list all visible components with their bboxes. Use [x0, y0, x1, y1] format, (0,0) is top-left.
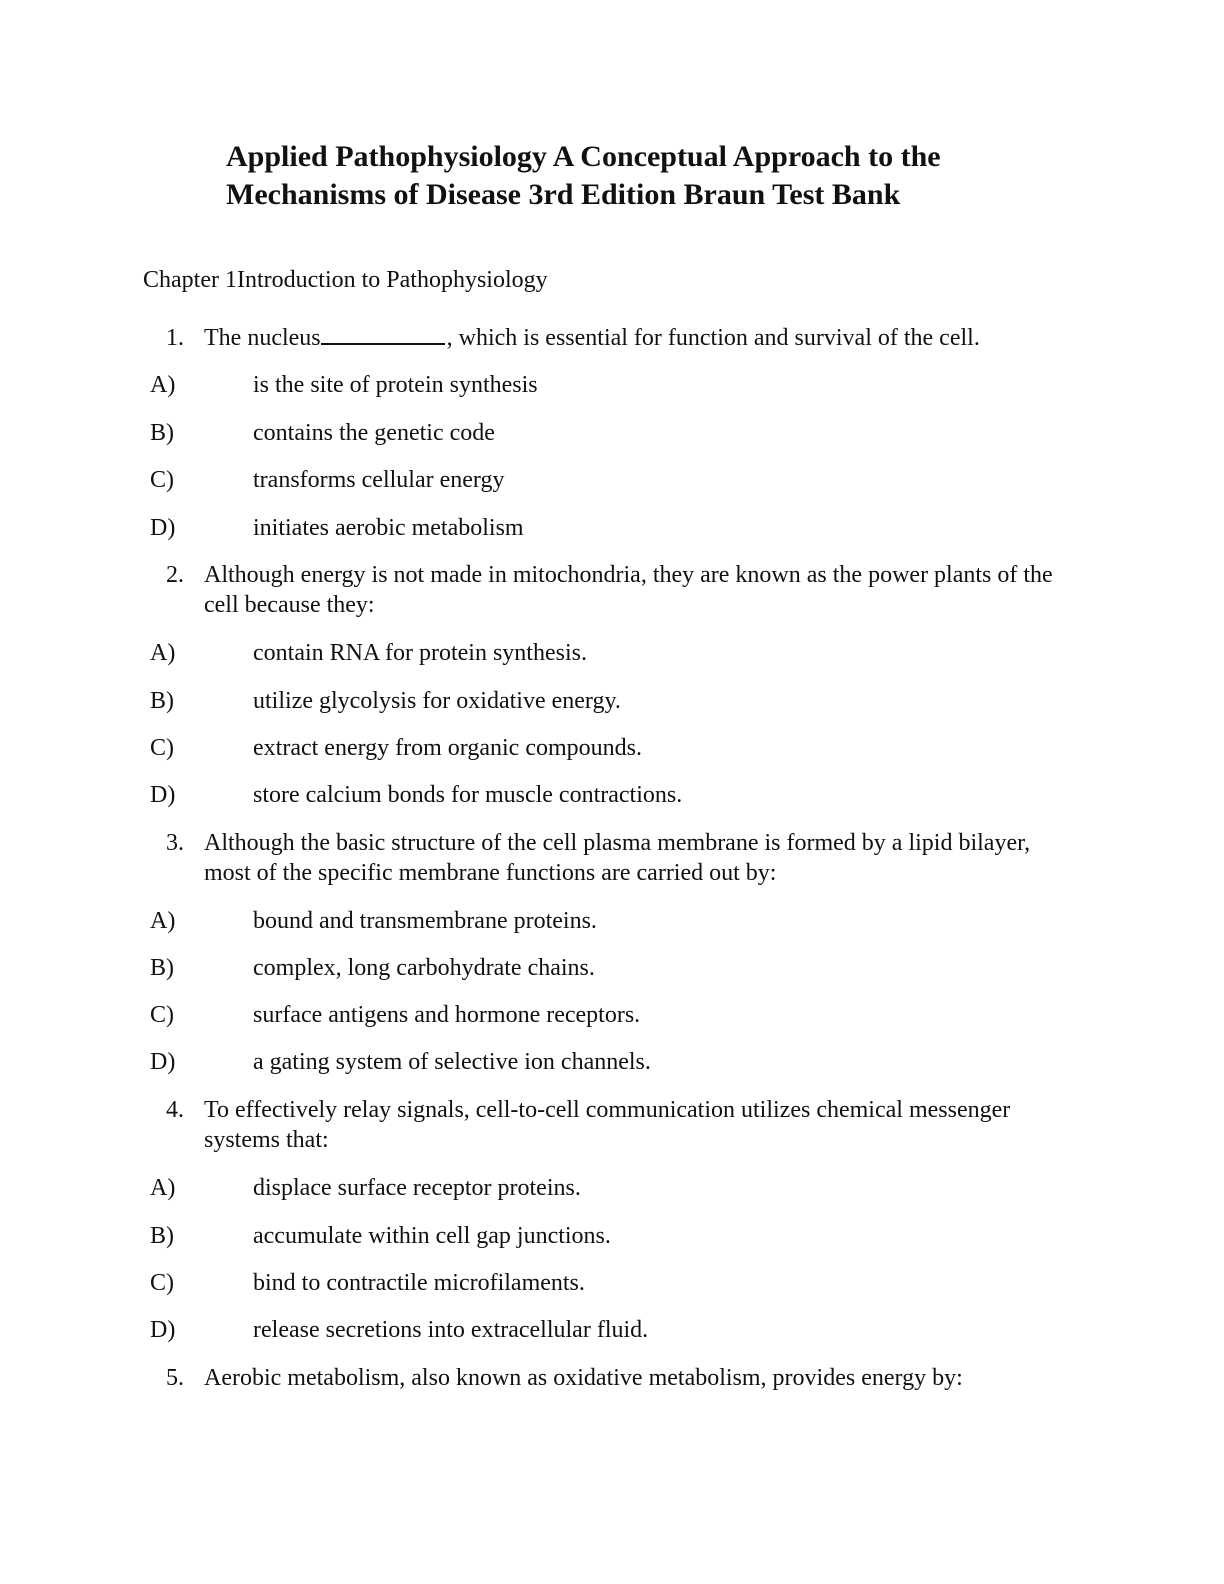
option-letter: A) — [150, 1175, 176, 1201]
option-letter: C) — [150, 1270, 174, 1296]
option-letter: D) — [150, 515, 176, 541]
option-letter: D) — [150, 1317, 176, 1343]
option-letter: A) — [150, 372, 176, 398]
option-text: contain RNA for protein synthesis. — [253, 640, 587, 666]
option-letter: B) — [150, 688, 174, 714]
document-title: Applied Pathophysiology A Conceptual Approach to the Mechanisms of Disease 3rd Edition Braun Test Bank — [226, 140, 941, 211]
option-text: accumulate within cell gap junctions. — [253, 1223, 611, 1249]
option-letter: C) — [150, 1002, 174, 1028]
question-number: 5. — [166, 1365, 184, 1391]
option-letter: B) — [150, 420, 174, 446]
option-text: is the site of protein synthesis — [253, 372, 538, 398]
option-letter: D) — [150, 1049, 176, 1075]
question-text: Although the basic structure of the cell plasma membrane is formed by a lipid bilayer, most of the specific membrane functions are carried out by: — [204, 830, 1031, 886]
option-text: a gating system of selective ion channels. — [253, 1049, 651, 1075]
option-letter: D) — [150, 782, 176, 808]
question-number: 4. — [166, 1097, 184, 1123]
option-text: utilize glycolysis for oxidative energy. — [253, 688, 621, 714]
option-text: contains the genetic code — [253, 420, 495, 446]
option-letter: A) — [150, 640, 176, 666]
option-letter: B) — [150, 955, 174, 981]
option-letter: C) — [150, 467, 174, 493]
question-number: 2. — [166, 562, 184, 588]
option-text: transforms cellular energy — [253, 467, 505, 493]
option-text: initiates aerobic metabolism — [253, 515, 524, 541]
answer-blank — [321, 323, 445, 345]
option-text: complex, long carbohydrate chains. — [253, 955, 595, 981]
question-text-after: , which is essential for function and survival of the cell. — [446, 325, 980, 351]
option-text: surface antigens and hormone receptors. — [253, 1002, 641, 1028]
question-text: Although energy is not made in mitochondria, they are known as the power plants of the cell because they: — [204, 562, 1053, 618]
option-text: store calcium bonds for muscle contractions. — [253, 782, 683, 808]
question-text-before: The nucleus — [204, 325, 321, 351]
option-text: displace surface receptor proteins. — [253, 1175, 581, 1201]
chapter-heading: Chapter 1Introduction to Pathophysiology — [143, 267, 548, 293]
question-number: 1. — [166, 325, 184, 351]
option-text: bound and transmembrane proteins. — [253, 908, 597, 934]
question-text — [204, 323, 1064, 353]
option-text: release secretions into extracellular fluid. — [253, 1317, 649, 1343]
option-letter: A) — [150, 908, 176, 934]
question-text: To effectively relay signals, cell-to-cell communication utilizes chemical messenger systems that: — [204, 1097, 1011, 1153]
question-number: 3. — [166, 830, 184, 856]
option-text: bind to contractile microfilaments. — [253, 1270, 585, 1296]
option-letter: B) — [150, 1223, 174, 1249]
question-text: Aerobic metabolism, also known as oxidative metabolism, provides energy by: — [204, 1365, 963, 1391]
option-text: extract energy from organic compounds. — [253, 735, 642, 761]
option-letter: C) — [150, 735, 174, 761]
